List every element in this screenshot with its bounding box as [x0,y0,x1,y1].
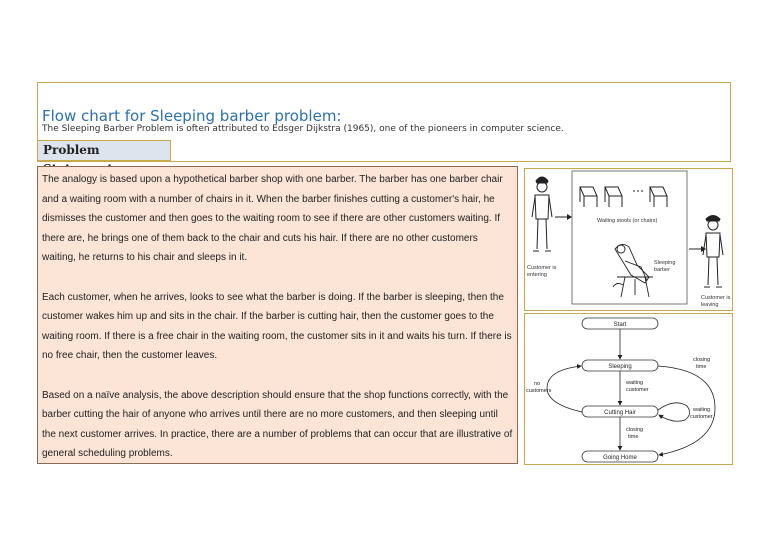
node-going-home-label: Going Home [603,455,637,461]
problem-statement-text [37,166,518,464]
entering-label-2: entering [527,272,547,278]
illustration-svg [525,169,732,310]
edge-label-closing-bottom-1: closing [626,427,644,433]
sleeping-barber-figure [613,244,653,297]
node-sleeping-label: Sleeping [608,364,632,370]
page-subtitle: The Sleeping Barber Problem is often attributed to Edsger Dijkstra (1965), one of the pioneers in computer science. [42,124,564,134]
paragraph-1: The analogy is based upon a hypothetical barber shop with one barber. The barber has one barber chair and a waiting room with a number of chairs in it. When the barber finishes cutting a customer's hair, he dismisses the customer and then goes to the waiting room to see if there are other customers waiting. If there are, he brings one of them back to the chair and cuts his hair. If there are no other customers waiting, he returns to his chair and sleeps in it. [42,174,503,264]
flowchart-svg [525,314,732,464]
section-label: Problem [37,140,171,161]
barber-shop-illustration [524,168,733,311]
edge-label-closing-right-1: closing [693,357,711,363]
leaving-label-2: leaving [701,302,719,308]
edge-label-no-customers-2: customers [526,388,552,394]
shop-room [572,171,687,304]
leaving-label-1: Customer is [701,295,731,301]
edge-label-loop-2: customer [690,414,713,420]
edge-label-closing-right-2: time [696,364,707,370]
enter-arrow-head [567,214,572,220]
barber-label-1: Sleeping [654,260,676,266]
paragraph-3: Based on a naïve analysis, the above description should ensure that the shop functions correctly, with the barber cutting the hair of anyone who arrives until there are no more customers, and then sleeping until the next customer arrives. In practice, there are a number of problems that can occur that are illustrative of general scheduling problems. [42,389,513,460]
customer-leaving-figure [703,216,723,288]
stools-label: Waiting stools (or chairs) [597,218,658,224]
edge-label-waiting-2: customer [626,387,649,393]
node-cutting-hair [582,406,658,417]
node-sleeping [582,360,658,371]
customer-entering-figure [532,177,552,251]
barber-label-2: barber [654,267,670,273]
entering-label-1: Customer is [527,265,557,271]
waiting-stools [580,187,667,207]
flowchart-box [524,313,733,465]
paragraph-2: Each customer, when he arrives, looks to see what the barber is doing. If the barber is sleeping, then the customer wakes him up and sits in the chair. If the barber is cutting hair, then the customer goes to the waiting room. If there is a free chair in the waiting room, the customer sits in it and waits his turn. If there is no free chair, then the customer leaves. [42,291,512,362]
edge-label-closing-bottom-2: time [628,434,639,440]
node-start [582,318,658,329]
node-cutting-label: Cutting Hair [604,410,636,416]
edge-waiting-loop [658,403,690,421]
edge-no-customers [547,366,582,412]
edge-label-waiting-1: waiting [626,380,644,386]
edge-label-loop-1: waiting [693,407,711,413]
node-start-label: Start [613,322,627,328]
node-going-home [582,451,658,462]
page-title: Flow chart for Sleeping barber problem: [42,107,342,125]
edge-label-no-customers-1: no [534,381,541,387]
